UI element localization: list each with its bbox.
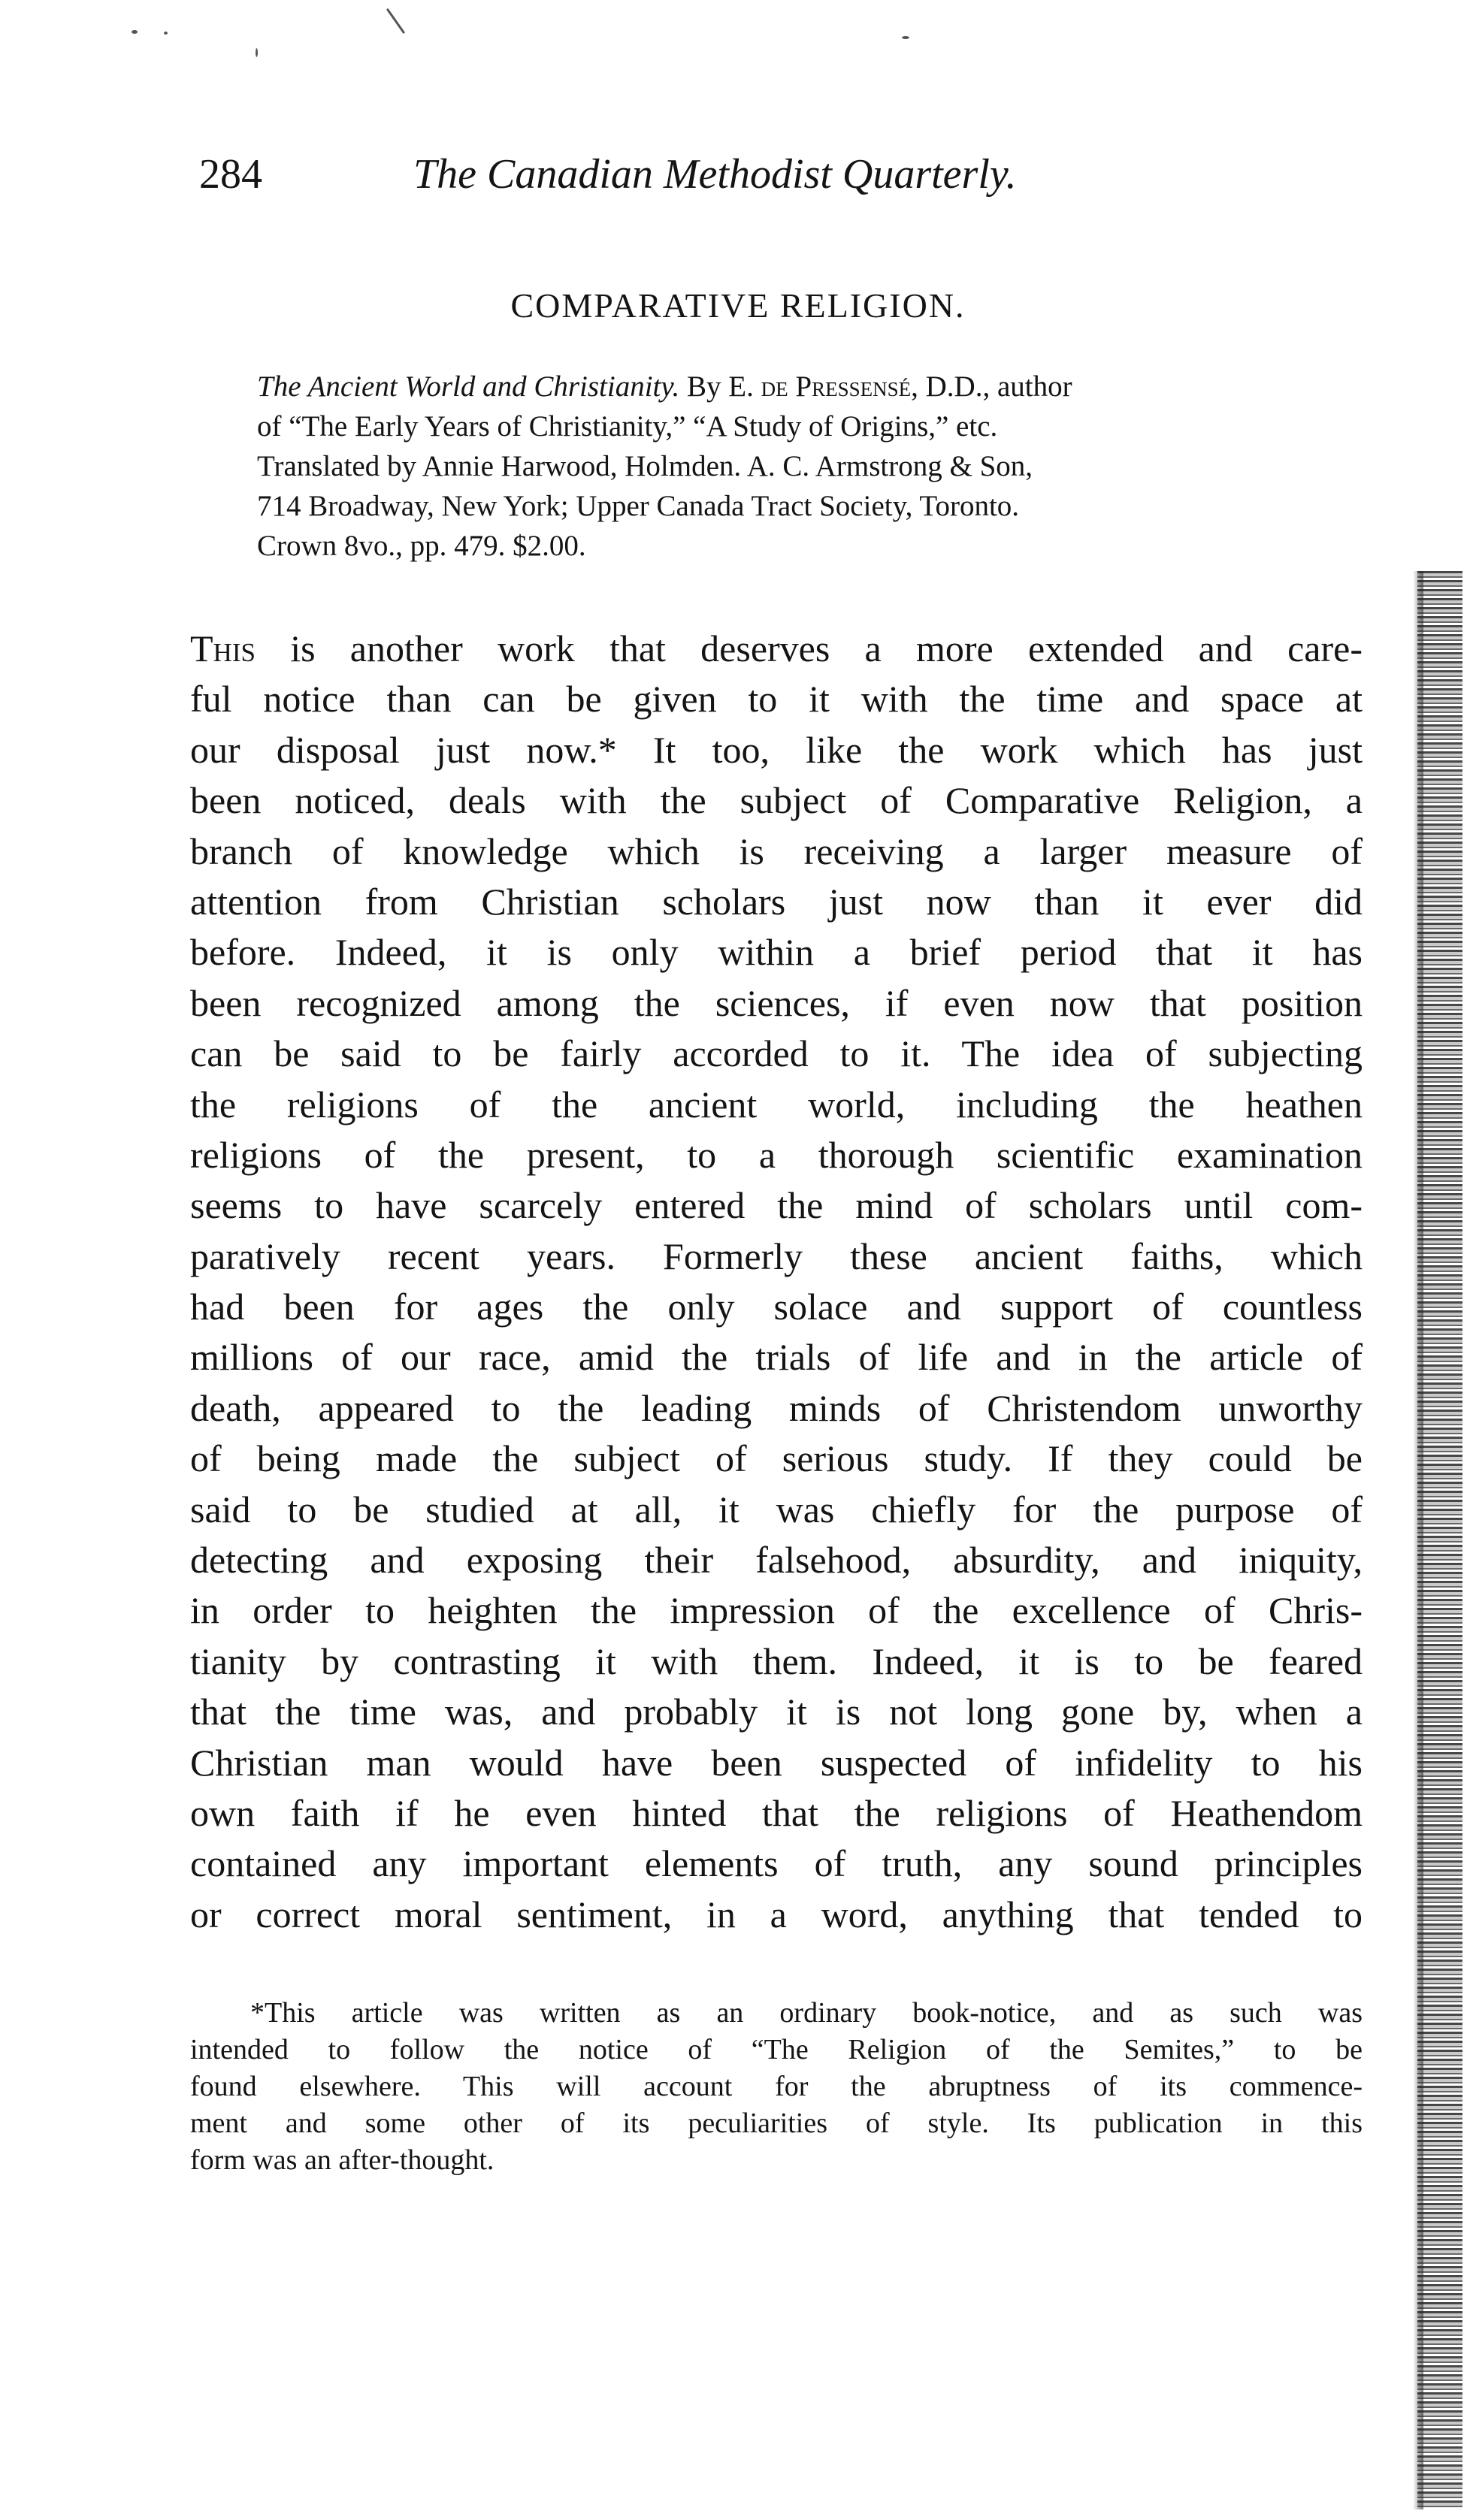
scan-speck bbox=[386, 8, 405, 34]
scan-speck bbox=[902, 36, 909, 39]
citation-author: de Pressensé bbox=[761, 370, 912, 403]
body-line: been recognized among the sciences, if even now that position bbox=[190, 981, 1363, 1024]
body-line: in order to heighten the impression of the excellence of Chris- bbox=[190, 1589, 1363, 1632]
body-line: death, appeared to the leading minds of Christendom unworthy bbox=[190, 1386, 1363, 1429]
body-line: millions of our race, amid the trials of life and in the article of bbox=[190, 1336, 1363, 1379]
body-first-line-rest: is another work that deserves a more extended and care- bbox=[255, 627, 1363, 669]
body-line: religions of the present, to a thorough scientific examination bbox=[190, 1133, 1363, 1176]
body-line: Christian man would have been suspected of infidelity to his bbox=[190, 1741, 1363, 1784]
body-line: been noticed, deals with the subject of Comparative Religion, a bbox=[190, 779, 1363, 822]
body-line: seems to have scarcely entered the mind of scholars until com- bbox=[190, 1184, 1363, 1227]
body-line bbox=[190, 624, 1363, 674]
running-head bbox=[199, 150, 1372, 210]
body-line: of being made the subject of serious study. If they could be bbox=[190, 1437, 1363, 1480]
scan-speck bbox=[132, 30, 138, 34]
footnote-line: form was an after-thought. bbox=[190, 2144, 495, 2176]
body-line: detecting and exposing their falsehood, absurdity, and iniquity, bbox=[190, 1539, 1363, 1582]
footnote bbox=[190, 1995, 1363, 2179]
footnote-line: *This article was written as an ordinary book-notice, and as such was bbox=[250, 1997, 1363, 2029]
body-line: said to be studied at all, it was chiefly for the purpose of bbox=[190, 1488, 1363, 1530]
citation-title: The Ancient World and Christianity. bbox=[257, 370, 680, 403]
section-heading: COMPARATIVE RELIGION. bbox=[510, 286, 966, 325]
body-line: ful notice than can be given to it with the time and space at bbox=[190, 678, 1363, 721]
page-number: 284 bbox=[199, 151, 262, 198]
scan-speck bbox=[256, 48, 258, 57]
body-line: before. Indeed, it is only within a brief period that it has bbox=[190, 931, 1363, 974]
scan-speck bbox=[164, 32, 168, 35]
body-line: tianity by contrasting it with them. Indeed, it is to be feared bbox=[190, 1639, 1363, 1682]
citation-author-suffix: , D.D., author bbox=[911, 370, 1072, 403]
footnote-line: ment and some other of its peculiarities of style. Its publication in this bbox=[190, 2108, 1363, 2139]
body-line: contained any important elements of truth, any sound principles bbox=[190, 1842, 1363, 1885]
citation-line: Translated by Annie Harwood, Holmden. A. C. Armstrong & Son, bbox=[257, 450, 1033, 482]
body-line: own faith if he even hinted that the religions of Heathendom bbox=[190, 1791, 1363, 1834]
body-line: attention from Christian scholars just now than it ever did bbox=[190, 880, 1363, 923]
footnote-line: found elsewhere. This will account for the abruptness of its commence- bbox=[190, 2071, 1363, 2102]
body-line: can be said to be fairly accorded to it. The idea of subjecting bbox=[190, 1032, 1363, 1075]
book-citation bbox=[257, 367, 1360, 566]
body-first-word: This bbox=[190, 627, 256, 669]
footnote-line: intended to follow the notice of “The Religion of the Semites,” to be bbox=[190, 2034, 1363, 2065]
citation-line: Crown 8vo., pp. 479. $2.00. bbox=[257, 530, 586, 562]
body-line: had been for ages the only solace and support of countless bbox=[190, 1286, 1363, 1328]
citation-line: of “The Early Years of Christianity,” “A Study of Origins,” etc. bbox=[257, 410, 998, 443]
citation-by: By E. bbox=[687, 370, 754, 403]
body-line: paratively recent years. Formerly these ancient faiths, which bbox=[190, 1234, 1363, 1277]
page-edge-shadow bbox=[1417, 571, 1462, 2509]
citation-line-1 bbox=[257, 367, 1360, 406]
article-body bbox=[190, 624, 1363, 1940]
body-line: that the time was, and probably it is not long gone by, when a bbox=[190, 1691, 1363, 1733]
body-line: branch of knowledge which is receiving a larger measure of bbox=[190, 829, 1363, 872]
body-line: or correct moral sentiment, in a word, anything that tended to bbox=[190, 1893, 1363, 1935]
citation-line: 714 Broadway, New York; Upper Canada Tract Society, Toronto. bbox=[257, 490, 1020, 522]
body-line: our disposal just now.* It too, like the work which has just bbox=[190, 728, 1363, 771]
journal-title: The Canadian Methodist Quarterly. bbox=[413, 151, 1017, 198]
body-line: the religions of the ancient world, including the heathen bbox=[190, 1083, 1363, 1126]
